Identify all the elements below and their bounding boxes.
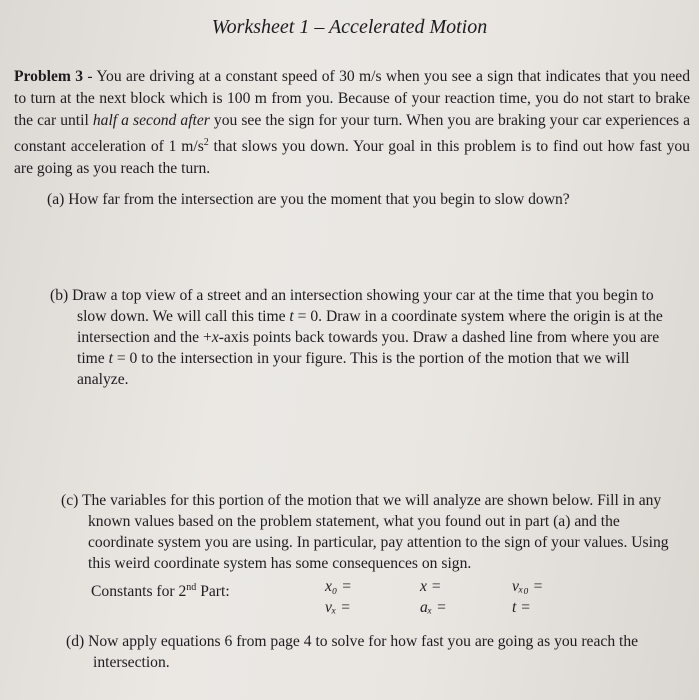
part-b-text-4: = 0 to the intersection in your figure. This is the portion of the motion that we will analyze. [77, 350, 630, 388]
worksheet-title: Worksheet 1 – Accelerated Motion [211, 16, 488, 38]
part-c [61, 490, 671, 574]
constants-superscript: nd [186, 582, 197, 593]
problem-emphasis: half a second after [92, 112, 210, 129]
part-b-var-t2: t [108, 350, 113, 367]
constants-label-pre: Constants for 2 [91, 583, 187, 601]
part-c-body [61, 490, 671, 574]
part-b-body [50, 285, 670, 390]
part-d-text: Now apply equations 6 from page 4 to solve for how fast you are going as you reach the intersection. [88, 633, 639, 671]
var-vx0-field: vₓ₀ = [512, 578, 544, 595]
part-b-var-x: x [211, 329, 219, 346]
problem-statement [14, 66, 690, 180]
problem-text-before: - You are driving at a constant speed of 30 m/s when you see a sign that indicates that you need to turn at the next block which is 100 m from you. Because of your reaction time, you do not start to brake the car until [14, 68, 690, 129]
part-d [66, 631, 666, 673]
part-b-var-t: t [289, 308, 294, 325]
var-ax-field: aₓ = [420, 599, 447, 616]
var-t-field: t = [512, 599, 531, 616]
part-b-text-3: -axis points back towards you. Draw a dashed line from where you are time [77, 329, 660, 367]
var-vx-field: vₓ = [325, 599, 351, 616]
part-d-label: (d) [66, 633, 85, 650]
constants-label [91, 578, 230, 602]
part-c-label: (c) [61, 492, 79, 509]
constants-label-post: Part: [196, 583, 230, 601]
problem-text-middle: you see the sign for your turn. When you are braking your car experiences a constant acceleration of 1 m/s [14, 112, 690, 156]
problem-label: Problem 3 [14, 68, 84, 85]
part-d-body [66, 631, 666, 673]
part-b-text-2: = 0. Draw in a coordinate system where the origin is at the intersection and the + [77, 308, 663, 346]
part-a-label: (a) [47, 191, 65, 208]
var-x-field: x = [420, 578, 442, 595]
part-a [47, 189, 687, 210]
problem-text-after: that slows you down. Your goal in this problem is to find out how fast you are going as you reach the turn. [14, 138, 690, 178]
part-b-text-1: Draw a top view of a street and an intersection showing your car at the time that you begin to slow down. We will call this time [72, 287, 654, 325]
part-c-text: The variables for this portion of the motion that we will analyze are shown below. Fill in any known values based on the problem statement, what you found out in part (a) and the coordinate system you are using. In particular, pay attention to the sign of your values. Using this weird coordinate system has some consequences on sign. [81, 492, 669, 572]
part-b [50, 285, 670, 390]
problem-superscript: 2 [203, 137, 209, 148]
part-a-text: How far from the intersection are you the moment that you begin to slow down? [68, 191, 570, 208]
var-x0-field: x₀ = [325, 578, 352, 595]
part-b-label: (b) [50, 287, 69, 304]
